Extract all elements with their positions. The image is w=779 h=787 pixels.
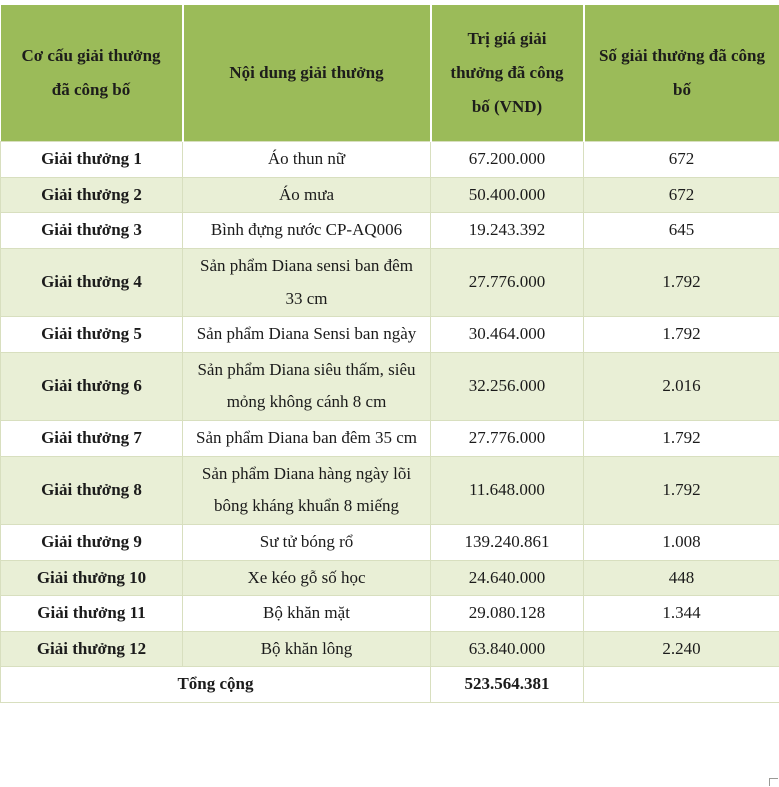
prize-value: 139.240.861 [431, 524, 584, 560]
prize-tier: Giải thưởng 9 [1, 524, 183, 560]
prize-value: 29.080.128 [431, 596, 584, 632]
table-row [1, 560, 779, 596]
prize-content: Bộ khăn lông [183, 631, 431, 667]
prize-content: Bộ khăn mặt [183, 596, 431, 632]
header-prize-value: Trị giá giải thưởng đã công bố (VND) [431, 5, 584, 142]
prize-value: 11.648.000 [431, 456, 584, 524]
header-prize-content: Nội dung giải thưởng [183, 5, 431, 142]
prize-count: 2.016 [584, 352, 779, 420]
prize-tier: Giải thưởng 5 [1, 317, 183, 353]
header-prize-count: Số giải thưởng đã công bố [584, 5, 779, 142]
prize-value: 19.243.392 [431, 213, 584, 249]
prize-tier: Giải thưởng 10 [1, 560, 183, 596]
prize-value: 27.776.000 [431, 248, 584, 316]
prize-content: Sản phẩm Diana ban đêm 35 cm [183, 421, 431, 457]
table-row [1, 596, 779, 632]
table-resize-handle[interactable] [769, 778, 778, 786]
prize-content: Sản phẩm Diana sensi ban đêm 33 cm [183, 248, 431, 316]
prize-tier: Giải thưởng 11 [1, 596, 183, 632]
prize-count: 672 [584, 142, 779, 178]
prize-count: 1.792 [584, 456, 779, 524]
prize-count: 448 [584, 560, 779, 596]
table-row [1, 177, 779, 213]
prize-content: Sản phẩm Diana Sensi ban ngày [183, 317, 431, 353]
prize-value: 24.640.000 [431, 560, 584, 596]
prize-content: Sư tử bóng rổ [183, 524, 431, 560]
prize-tier: Giải thưởng 7 [1, 421, 183, 457]
prize-tier: Giải thưởng 2 [1, 177, 183, 213]
total-label: Tổng cộng [1, 667, 431, 703]
prize-count: 1.344 [584, 596, 779, 632]
prize-count: 1.792 [584, 248, 779, 316]
total-value: 523.564.381 [431, 667, 584, 703]
prize-content: Sản phẩm Diana hàng ngày lõi bông kháng khuẩn 8 miếng [183, 456, 431, 524]
header-prize-structure: Cơ cấu giải thưởng đã công bố [1, 5, 183, 142]
prize-value: 32.256.000 [431, 352, 584, 420]
table-row [1, 631, 779, 667]
prize-value: 27.776.000 [431, 421, 584, 457]
prize-content: Áo mưa [183, 177, 431, 213]
prize-tier: Giải thưởng 12 [1, 631, 183, 667]
prize-content: Sản phẩm Diana siêu thấm, siêu mỏng không cánh 8 cm [183, 352, 431, 420]
prize-tier: Giải thưởng 8 [1, 456, 183, 524]
prize-value: 63.840.000 [431, 631, 584, 667]
table-row [1, 524, 779, 560]
total-count-empty [584, 667, 779, 703]
prize-count: 1.792 [584, 421, 779, 457]
prize-table [0, 5, 779, 703]
prize-value: 50.400.000 [431, 177, 584, 213]
header-row [1, 5, 779, 142]
prize-count: 645 [584, 213, 779, 249]
prize-tier: Giải thưởng 3 [1, 213, 183, 249]
table-row [1, 142, 779, 178]
prize-count: 672 [584, 177, 779, 213]
prize-tier: Giải thưởng 6 [1, 352, 183, 420]
total-row [1, 667, 779, 703]
prize-value: 67.200.000 [431, 142, 584, 178]
prize-count: 1.792 [584, 317, 779, 353]
prize-count: 1.008 [584, 524, 779, 560]
table-row [1, 213, 779, 249]
prize-content: Bình đựng nước CP-AQ006 [183, 213, 431, 249]
prize-count: 2.240 [584, 631, 779, 667]
table-row [1, 456, 779, 524]
table-row [1, 317, 779, 353]
table-row [1, 248, 779, 316]
table-row [1, 352, 779, 420]
prize-content: Áo thun nữ [183, 142, 431, 178]
table-row [1, 421, 779, 457]
prize-value: 30.464.000 [431, 317, 584, 353]
prize-tier: Giải thưởng 1 [1, 142, 183, 178]
prize-content: Xe kéo gỗ số học [183, 560, 431, 596]
prize-tier: Giải thưởng 4 [1, 248, 183, 316]
